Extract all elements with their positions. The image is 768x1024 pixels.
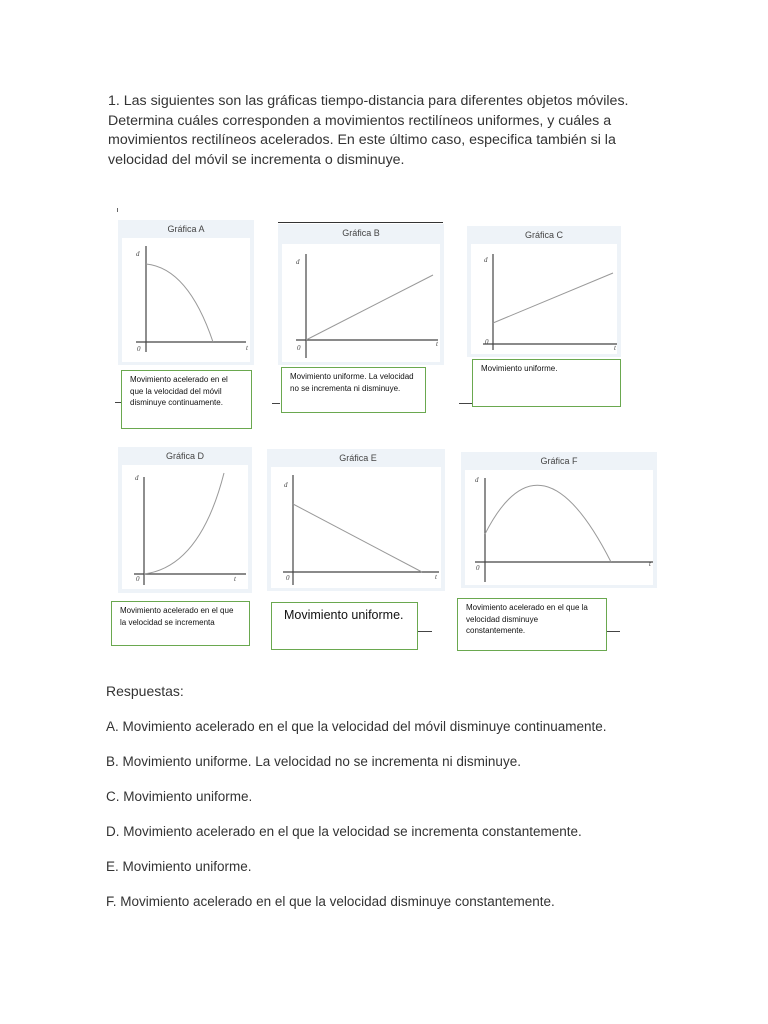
answers-heading: Respuestas: (106, 683, 184, 699)
graph-f-x-label: t (649, 560, 651, 568)
answer-c: C. Movimiento uniforme. (106, 789, 253, 804)
connector-b (272, 403, 280, 404)
graph-d-svg (118, 447, 252, 593)
graph-e-svg (267, 449, 445, 591)
answers-list (106, 718, 607, 928)
graph-e-title: Gráfica E (339, 453, 377, 463)
graph-f-origin: 0 (476, 564, 480, 572)
graph-d (118, 447, 252, 593)
graph-c-origin: 0 (485, 338, 489, 346)
connector-f (606, 631, 620, 632)
answer-e: E. Movimiento uniforme. (106, 859, 252, 874)
graph-e (267, 449, 445, 591)
answer-b: B. Movimiento uniforme. La velocidad no se incrementa ni disminuye. (106, 754, 521, 769)
graph-d-y-label: d (135, 474, 139, 482)
graph-e-x-label: t (435, 573, 437, 581)
graph-c (467, 226, 621, 357)
graph-e-y-label: d (284, 481, 288, 489)
stray-mark (117, 208, 118, 212)
graph-b-top-rule (278, 222, 443, 223)
answer-box-e: Movimiento uniforme. (271, 602, 418, 650)
graph-b (278, 224, 444, 365)
graph-f-title: Gráfica F (540, 456, 578, 466)
graph-c-x-label: t (614, 344, 616, 352)
graph-b-title: Gráfica B (342, 228, 380, 238)
answer-box-d: Movimiento acelerado en el que la velocidad se incrementa (111, 601, 250, 646)
answer-box-a: Movimiento acelerado en el que la velocidad del móvil disminuye continuamente. (121, 370, 252, 429)
graph-c-y-label: d (484, 256, 488, 264)
answer-d: D. Movimiento acelerado en el que la velocidad se incrementa constantemente. (106, 824, 582, 839)
graph-c-svg (467, 226, 621, 357)
graph-d-origin: 0 (136, 575, 140, 583)
connector-c (459, 403, 473, 404)
answer-f: F. Movimiento acelerado en el que la velocidad disminuye constantemente. (106, 894, 555, 909)
graph-f-svg (461, 452, 657, 588)
graph-d-x-label: t (234, 575, 236, 583)
answer-box-b: Movimiento uniforme. La velocidad no se incrementa ni disminuye. (281, 367, 426, 413)
graph-c-title: Gráfica C (524, 230, 564, 240)
answer-a: A. Movimiento acelerado en el que la velocidad del móvil disminuye continuamente. (106, 719, 607, 734)
connector-e (418, 631, 432, 632)
graph-f-y-label: d (475, 476, 479, 484)
graph-b-y-label: d (296, 258, 300, 266)
graph-b-svg (278, 224, 444, 365)
graph-a-svg (118, 220, 254, 365)
answer-box-c: Movimiento uniforme. (472, 359, 621, 407)
graph-b-x-label: t (436, 340, 438, 348)
graph-b-origin: 0 (297, 344, 301, 352)
graph-a-origin: 0 (137, 345, 141, 353)
question-text: 1. Las siguientes son las gráficas tiempo-distancia para diferentes objetos móviles. Determina cuáles corresponden a movimientos rectilíneos uniformes, y cuáles a movimientos rectilíneos acelerados. En este último caso, especifica también si la velocidad del móvil se incrementa o disminuye. (108, 93, 629, 168)
graph-d-title: Gráfica D (165, 451, 205, 461)
graph-a-x-label: t (246, 344, 248, 352)
graph-f (461, 452, 657, 588)
graph-a-y-label: d (136, 250, 140, 258)
graph-a (118, 220, 254, 365)
graph-e-origin: 0 (286, 574, 290, 582)
answer-box-f: Movimiento acelerado en el que la velocidad disminuye constantemente. (457, 598, 607, 651)
graph-a-title: Gráfica A (167, 224, 205, 234)
